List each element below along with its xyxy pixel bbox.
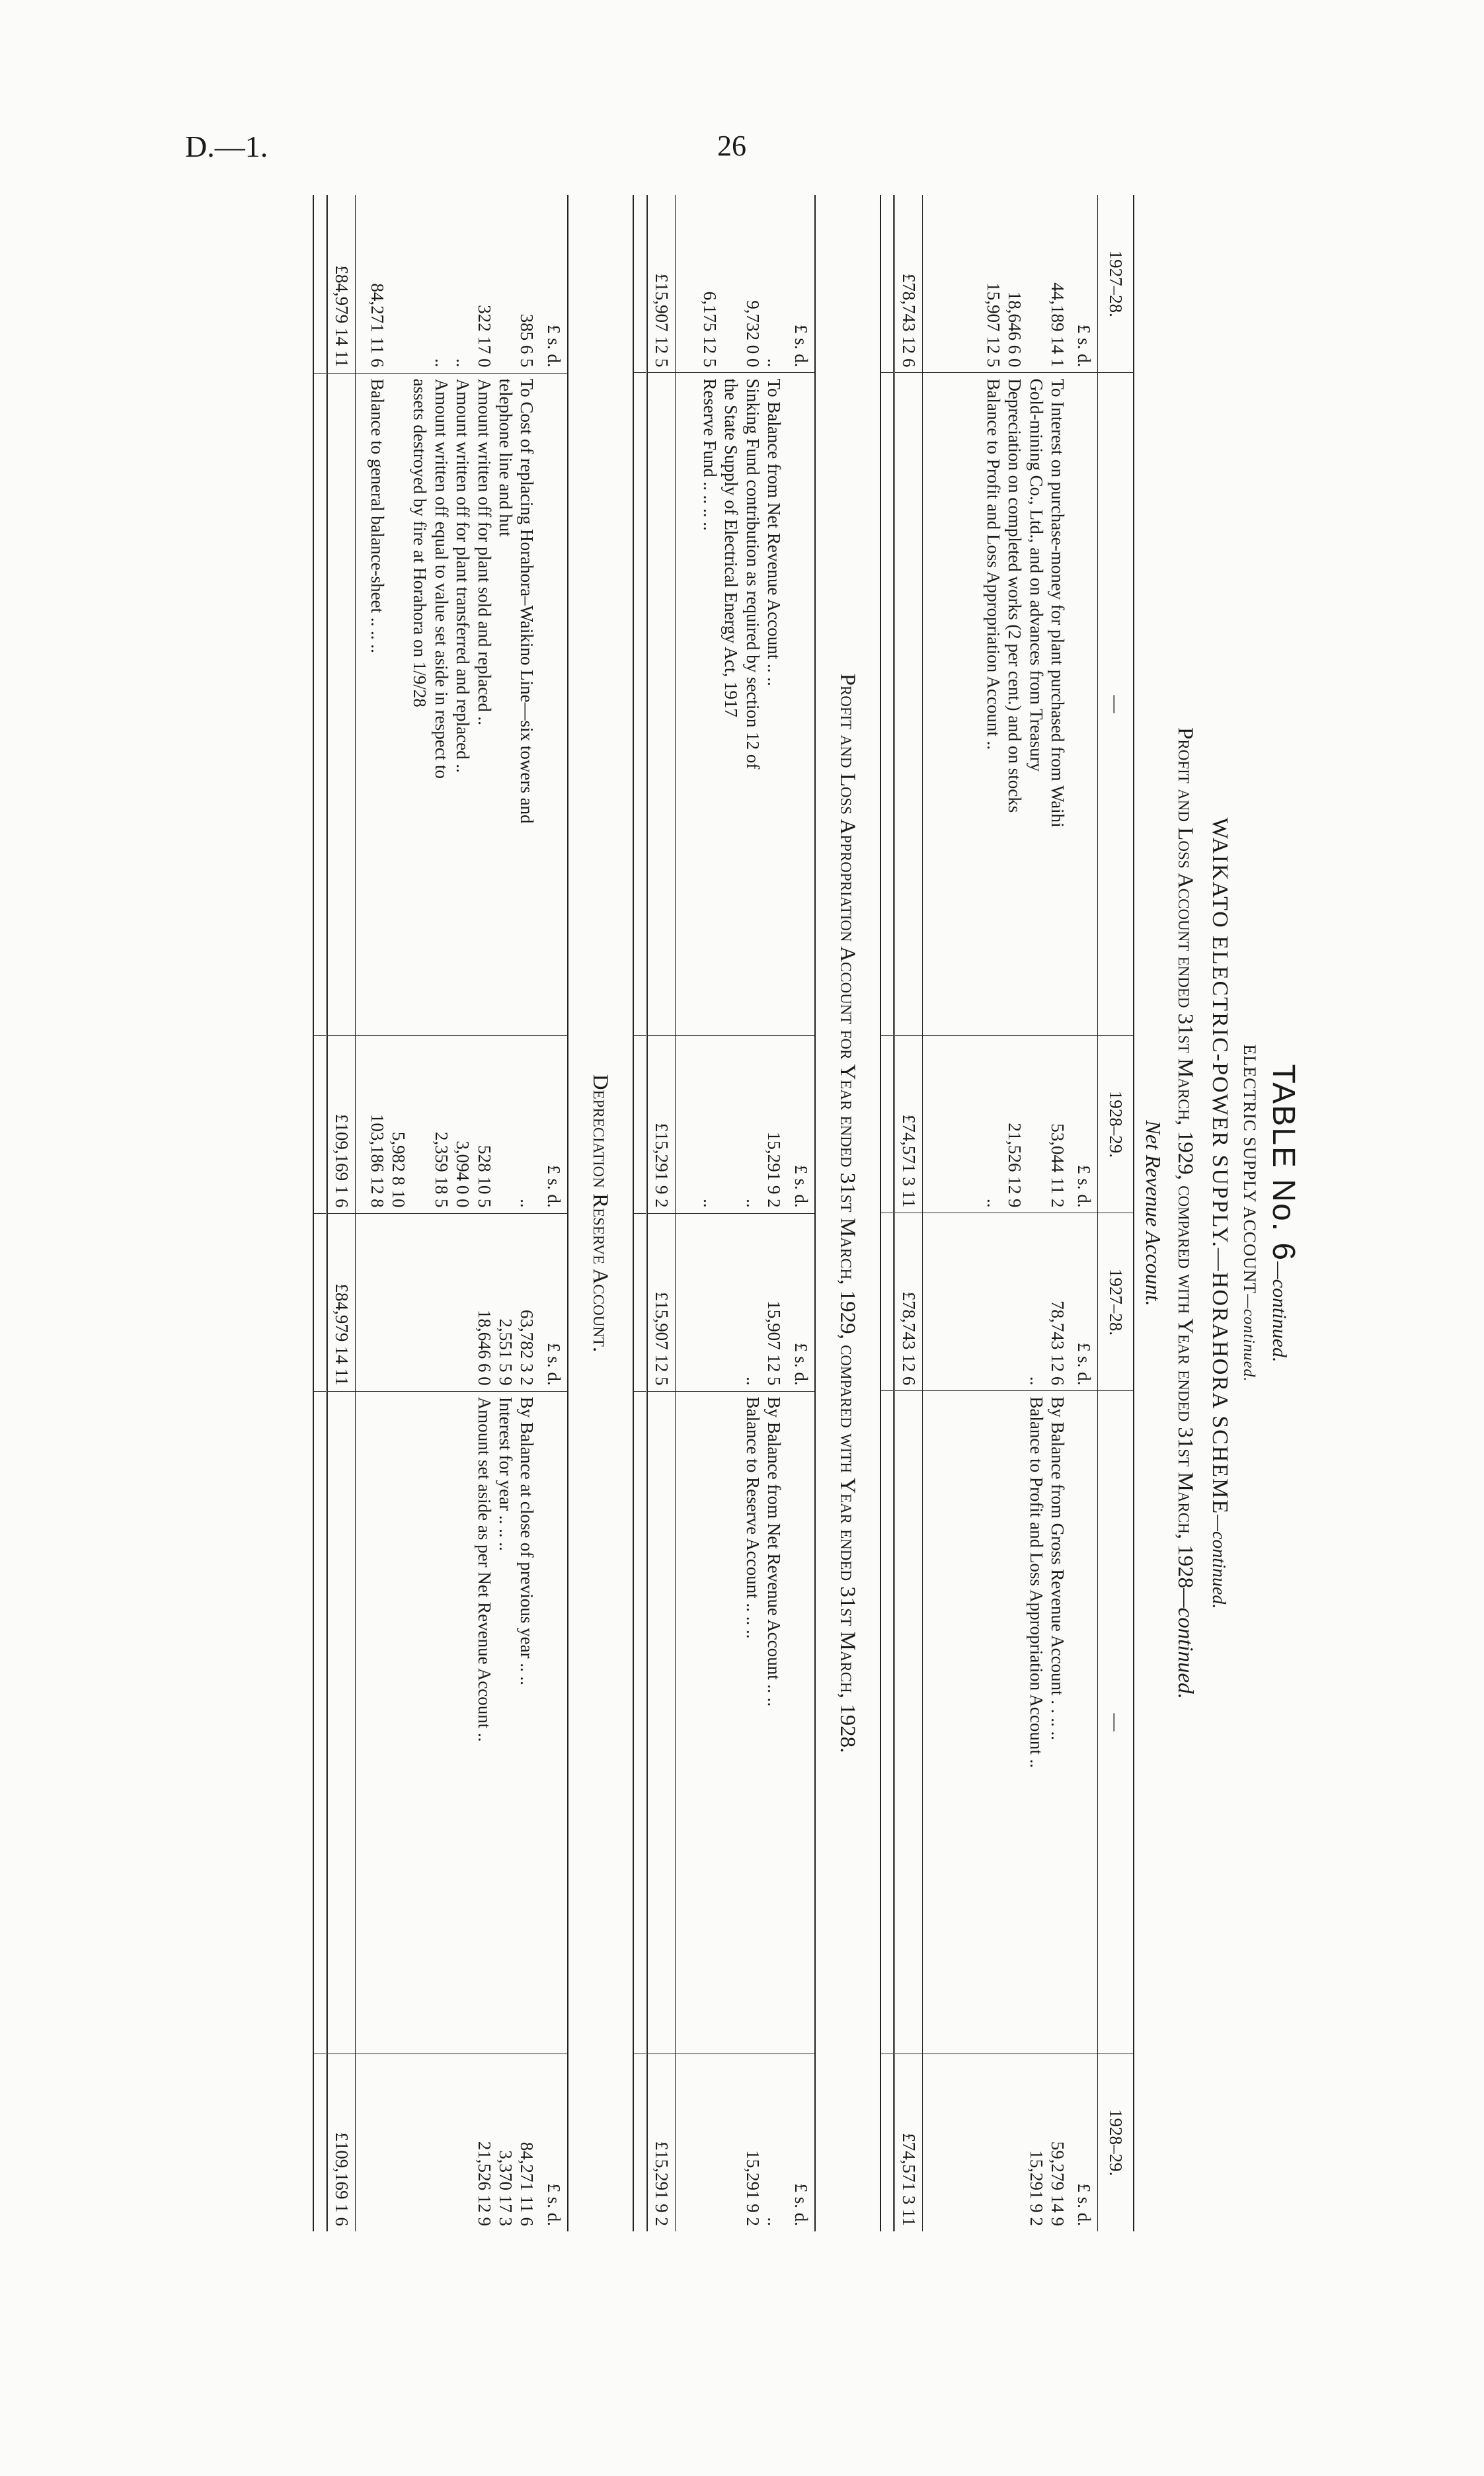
lsd-row: [787, 195, 814, 2231]
page-reference: D.—1.: [185, 130, 268, 163]
credit-descriptions: By Balance from Gross Revenue Account . . .. .. Balance to Profit and Loss Appropriation Account ..: [922, 1391, 1071, 2054]
debit-1928-values: .. 528 10 5 3,094 0 0 2,359 18 5 5,982 8 10 103,186 12 8: [355, 1035, 540, 1213]
total-value: £84,979 14 11: [327, 1213, 355, 1391]
credit-descriptions: By Balance at close of previous year .. .. Interest for year .. .. .. Amount set aside as per Net Revenue Account ..: [355, 1391, 540, 2054]
net-revenue-heading: Net Revenue Account.: [1142, 1120, 1166, 1306]
totals-row: [894, 195, 922, 2231]
scheme-title: WAIKATO ELECTRIC-POWER SUPPLY.—HORAHORA SCHEME—continued.: [1207, 817, 1232, 1609]
lsd-label: £ s. d.: [1074, 2183, 1095, 2226]
appropriation-table: [633, 195, 827, 2231]
total-value: £15,907 12 5: [647, 195, 675, 373]
debit-1927-values: .. 9,732 0 0 6,175 12 5: [675, 195, 787, 373]
lsd-label: £ s. d.: [540, 195, 567, 373]
total-value: £74,571 3 11: [894, 1035, 922, 1213]
total-value: £109,169 1 6: [327, 2054, 355, 2231]
totals-row: [647, 195, 675, 2231]
credit-1927-values: 15,907 12 5 ..: [675, 1213, 787, 1391]
lsd-label: £ s. d.: [1071, 195, 1098, 373]
depreciation-heading: Depreciation Reserve Account.: [588, 1074, 613, 1353]
lsd-label: £ s. d.: [540, 1035, 567, 1213]
table-title: TABLE No. 6—continued.: [1266, 1064, 1301, 1363]
total-value: £15,291 9 2: [647, 2054, 675, 2231]
debit-1927-values: 44,189 14 1 18,646 6 0 15,907 12 5: [922, 195, 1071, 373]
credit-1928-values: 59,279 14 9 15,291 9 2: [1026, 2141, 1068, 2226]
credit-descriptions: By Balance from Net Revenue Account .. .. Balance to Reserve Account .. .. ..: [675, 1391, 787, 2054]
table-row: [355, 195, 540, 2231]
totals-row: [327, 195, 355, 2231]
credit-1928-values: .. 15,291 9 2: [742, 2150, 785, 2226]
page-number: 26: [717, 130, 746, 162]
lsd-row: [540, 195, 567, 2231]
table-row: [675, 195, 787, 2231]
credit-1928-values: 84,271 11 6 3,370 17 3 21,526 12 9: [474, 2141, 537, 2226]
col-header-1927: 1927–28.: [1098, 1213, 1134, 1391]
total-value: £74,571 3 11: [894, 2054, 922, 2231]
total-value: £109,169 1 6: [327, 1035, 355, 1213]
credit-1927-values: 63,782 3 2 2,551 5 9 18,646 6 0: [355, 1213, 540, 1391]
lsd-label: £ s. d.: [1071, 1213, 1098, 1391]
account-heading: Profit and Loss Account ended 31st March, 1929, compared with Year ended 31st March, 1928—continued.: [1173, 727, 1197, 1699]
debit-1928-values: 53,044 11 2 21,526 12 9 ..: [922, 1035, 1071, 1213]
total-value: £15,907 12 5: [647, 1213, 675, 1391]
depreciation-table: [313, 195, 580, 2231]
total-value: £15,291 9 2: [647, 1035, 675, 1213]
lsd-label: £ s. d.: [787, 195, 814, 373]
lsd-row: [1071, 195, 1098, 2231]
debit-descriptions: To Interest on purchase-money for plant purchased from Waihi Gold-mining Co., Ltd., and on advances from Treasury Depreciation on completed works (2 per cent.) and on stocks Balance to Profit and Loss Appropriation Account ..: [922, 373, 1071, 1035]
lsd-label: £ s. d.: [791, 2183, 811, 2226]
lsd-label: £ s. d.: [540, 1213, 567, 1391]
debit-descriptions: To Cost of replacing Horahora–Waikino Line—six towers and telephone line and hut Amount written off for plant sold and replaced .. Amount written off for plant transferred and replaced .. Amount written off equal to value set aside in respect to assets destroyed by fire at Horahora on 1/9/28 Balance to general balance-sheet .. .. ..: [355, 373, 540, 1035]
total-value: £84,979 14 11: [327, 195, 355, 373]
col-header-1927: 1927–28.: [1098, 195, 1134, 373]
debit-1927-values: 385 6 5 322 17 0 .. .. 84,271 11 6: [355, 195, 540, 373]
table-header-row: [1098, 195, 1134, 2231]
net-revenue-table: [880, 195, 1134, 2231]
lsd-label: £ s. d.: [1071, 1035, 1098, 1213]
table-row: [922, 195, 1071, 2231]
total-value: £78,743 12 6: [894, 195, 922, 373]
rotated-document: [172, 192, 1322, 2235]
debit-1928-values: 15,291 9 2 .. ..: [675, 1035, 787, 1213]
lsd-label: £ s. d.: [787, 1213, 814, 1391]
account-subtitle: ELECTRIC SUPPLY ACCOUNT—continued.: [1240, 1044, 1260, 1382]
col-header-1929: 1928–29.: [1098, 2054, 1134, 2231]
col-header-dash: —: [1098, 373, 1134, 1035]
debit-descriptions: To Balance from Net Revenue Account .. .. Sinking Fund contribution as required by section 12 of the State Supply of Electrical Energy Act, 1917 Reserve Fund .. .. .. ..: [675, 373, 787, 1035]
total-value: £78,743 12 6: [894, 1213, 922, 1391]
lsd-label: £ s. d.: [543, 2183, 564, 2226]
col-header-1929: 1928–29.: [1098, 1035, 1134, 1213]
col-header-dash: —: [1098, 1391, 1134, 2054]
appropriation-heading: Profit and Loss Appropriation Account for Year ended 31st March, 1929, compared with Year ended 31st March, 1928.: [836, 673, 860, 1753]
credit-1927-values: 78,743 12 6 ..: [922, 1213, 1071, 1391]
lsd-label: £ s. d.: [787, 1035, 814, 1213]
